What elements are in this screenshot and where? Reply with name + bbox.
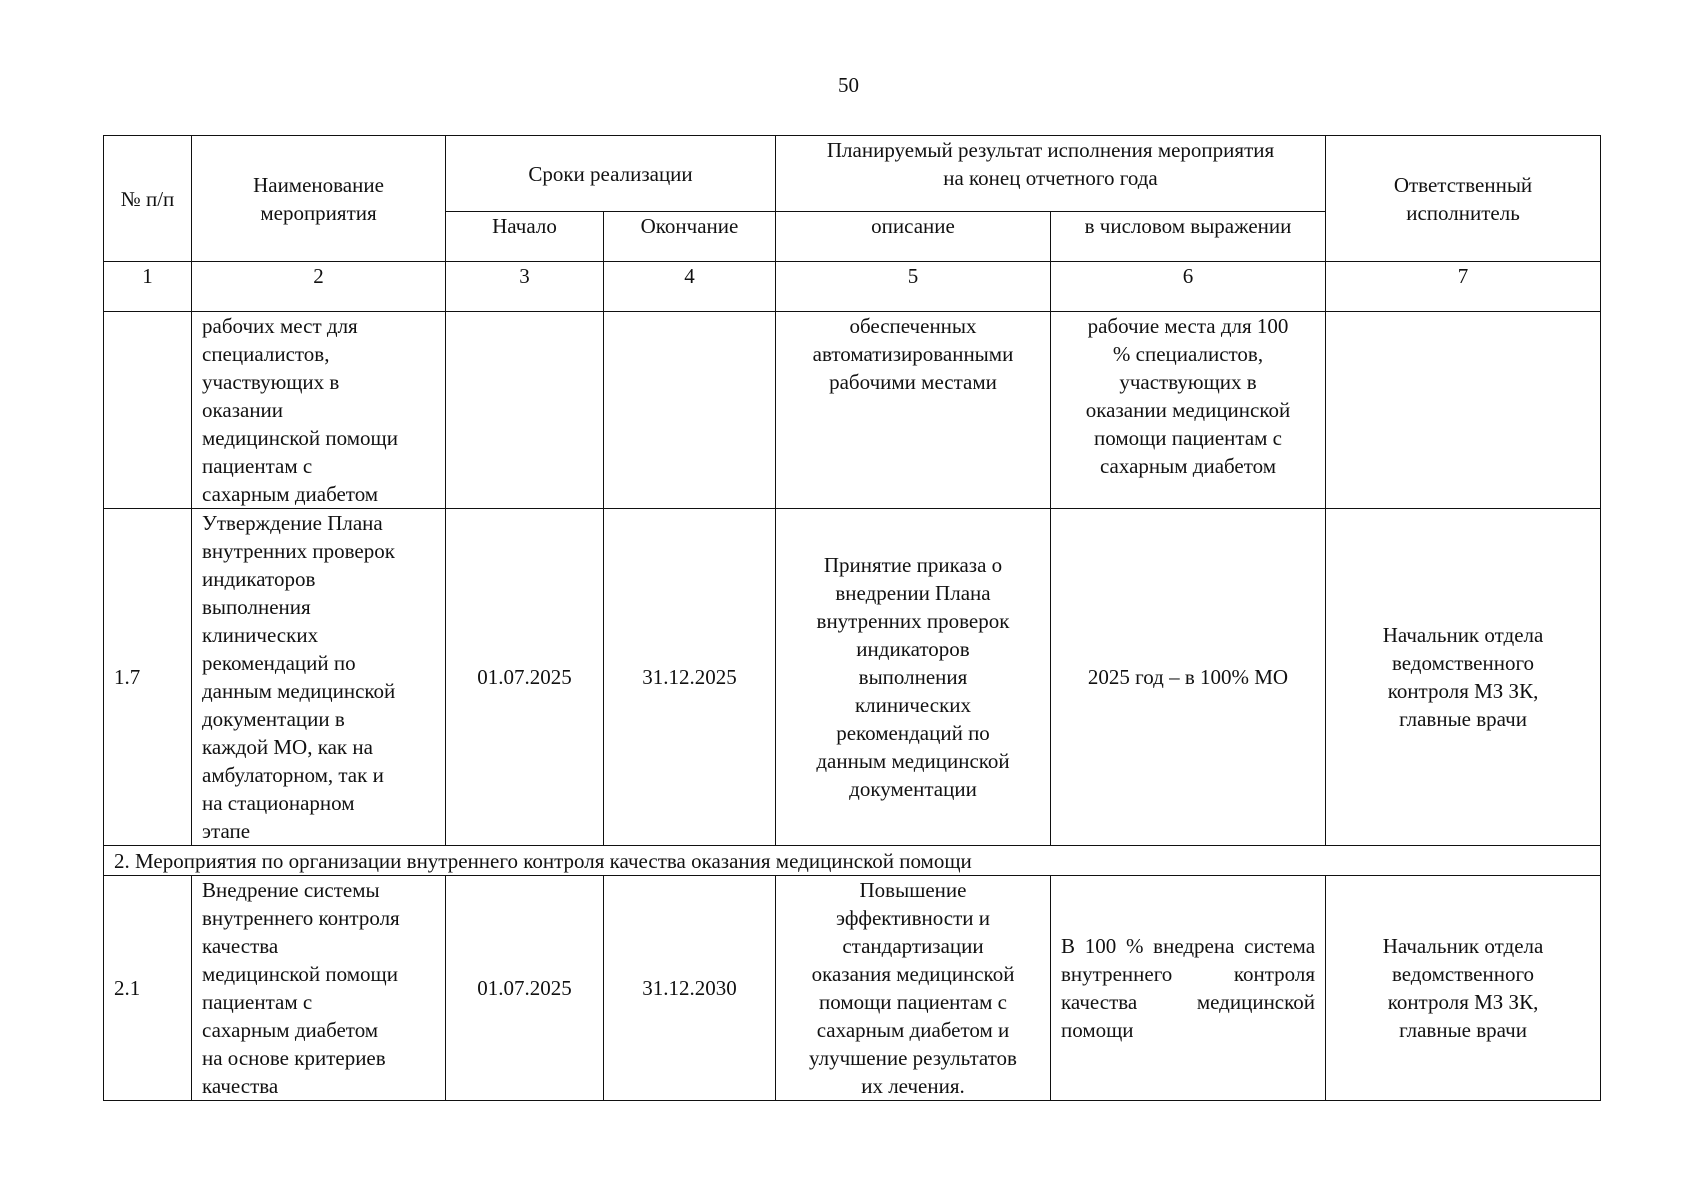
column-number: 5 bbox=[776, 262, 1051, 312]
row-name: Утверждение Плана внутренних проверок индикаторов выполнения клинических рекомендаций по данным медицинской документации в каждой МО, как на амбулаторном, так и на стационарном этапе bbox=[192, 509, 446, 846]
row-number: 1.7 bbox=[104, 509, 192, 846]
header-name: Наименование мероприятия bbox=[192, 136, 446, 262]
header-numeric: в числовом выражении bbox=[1051, 212, 1326, 262]
row-name: рабочих мест для специалистов, участвующих в оказании медицинской помощи пациентам с сахарным диабетом bbox=[192, 312, 446, 509]
row-responsible: Начальник отдела ведомственного контроля МЗ ЗК, главные врачи bbox=[1326, 876, 1601, 1101]
column-number: 2 bbox=[192, 262, 446, 312]
header-row-1 bbox=[104, 136, 1601, 212]
row-description: Принятие приказа о внедрении Плана внутренних проверок индикаторов выполнения клинических рекомендаций по данным медицинской документации bbox=[776, 509, 1051, 846]
table-row bbox=[104, 312, 1601, 509]
row-responsible bbox=[1326, 312, 1601, 509]
row-numeric: рабочие места для 100 % специалистов, участвующих в оказании медицинской помощи пациентам с сахарным диабетом bbox=[1051, 312, 1326, 509]
row-start: 01.07.2025 bbox=[446, 509, 604, 846]
row-start: 01.07.2025 bbox=[446, 876, 604, 1101]
column-number: 6 bbox=[1051, 262, 1326, 312]
row-number bbox=[104, 312, 192, 509]
table-row bbox=[104, 509, 1601, 846]
row-start bbox=[446, 312, 604, 509]
header-result: Планируемый результат исполнения мероприятия на конец отчетного года bbox=[776, 136, 1326, 212]
header-end: Окончание bbox=[604, 212, 776, 262]
row-end: 31.12.2025 bbox=[604, 509, 776, 846]
section-title: 2. Мероприятия по организации внутреннего контроля качества оказания медицинской помощи bbox=[104, 846, 1601, 876]
row-numeric: В 100 % внедрена система внутреннего контроля качества медицинской помощи bbox=[1051, 876, 1326, 1101]
row-numeric: 2025 год – в 100% МО bbox=[1051, 509, 1326, 846]
column-number: 7 bbox=[1326, 262, 1601, 312]
column-number: 3 bbox=[446, 262, 604, 312]
header-responsible: Ответственный исполнитель bbox=[1326, 136, 1601, 262]
column-number: 1 bbox=[104, 262, 192, 312]
row-end bbox=[604, 312, 776, 509]
row-responsible: Начальник отдела ведомственного контроля МЗ ЗК, главные врачи bbox=[1326, 509, 1601, 846]
action-plan-table bbox=[103, 135, 1601, 1101]
column-numbers-row bbox=[104, 262, 1601, 312]
header-description: описание bbox=[776, 212, 1051, 262]
row-end: 31.12.2030 bbox=[604, 876, 776, 1101]
header-terms: Сроки реализации bbox=[446, 136, 776, 212]
row-name: Внедрение системы внутреннего контроля качества медицинской помощи пациентам с сахарным диабетом на основе критериев качества bbox=[192, 876, 446, 1101]
table-row bbox=[104, 876, 1601, 1101]
section-row bbox=[104, 846, 1601, 876]
row-description: Повышение эффективности и стандартизации оказания медицинской помощи пациентам с сахарным диабетом и улучшение результатов их лечения. bbox=[776, 876, 1051, 1101]
row-number: 2.1 bbox=[104, 876, 192, 1101]
row-description: обеспеченных автоматизированными рабочими местами bbox=[776, 312, 1051, 509]
page-number: 50 bbox=[838, 73, 859, 97]
header-number: № п/п bbox=[104, 136, 192, 262]
header-start: Начало bbox=[446, 212, 604, 262]
column-number: 4 bbox=[604, 262, 776, 312]
